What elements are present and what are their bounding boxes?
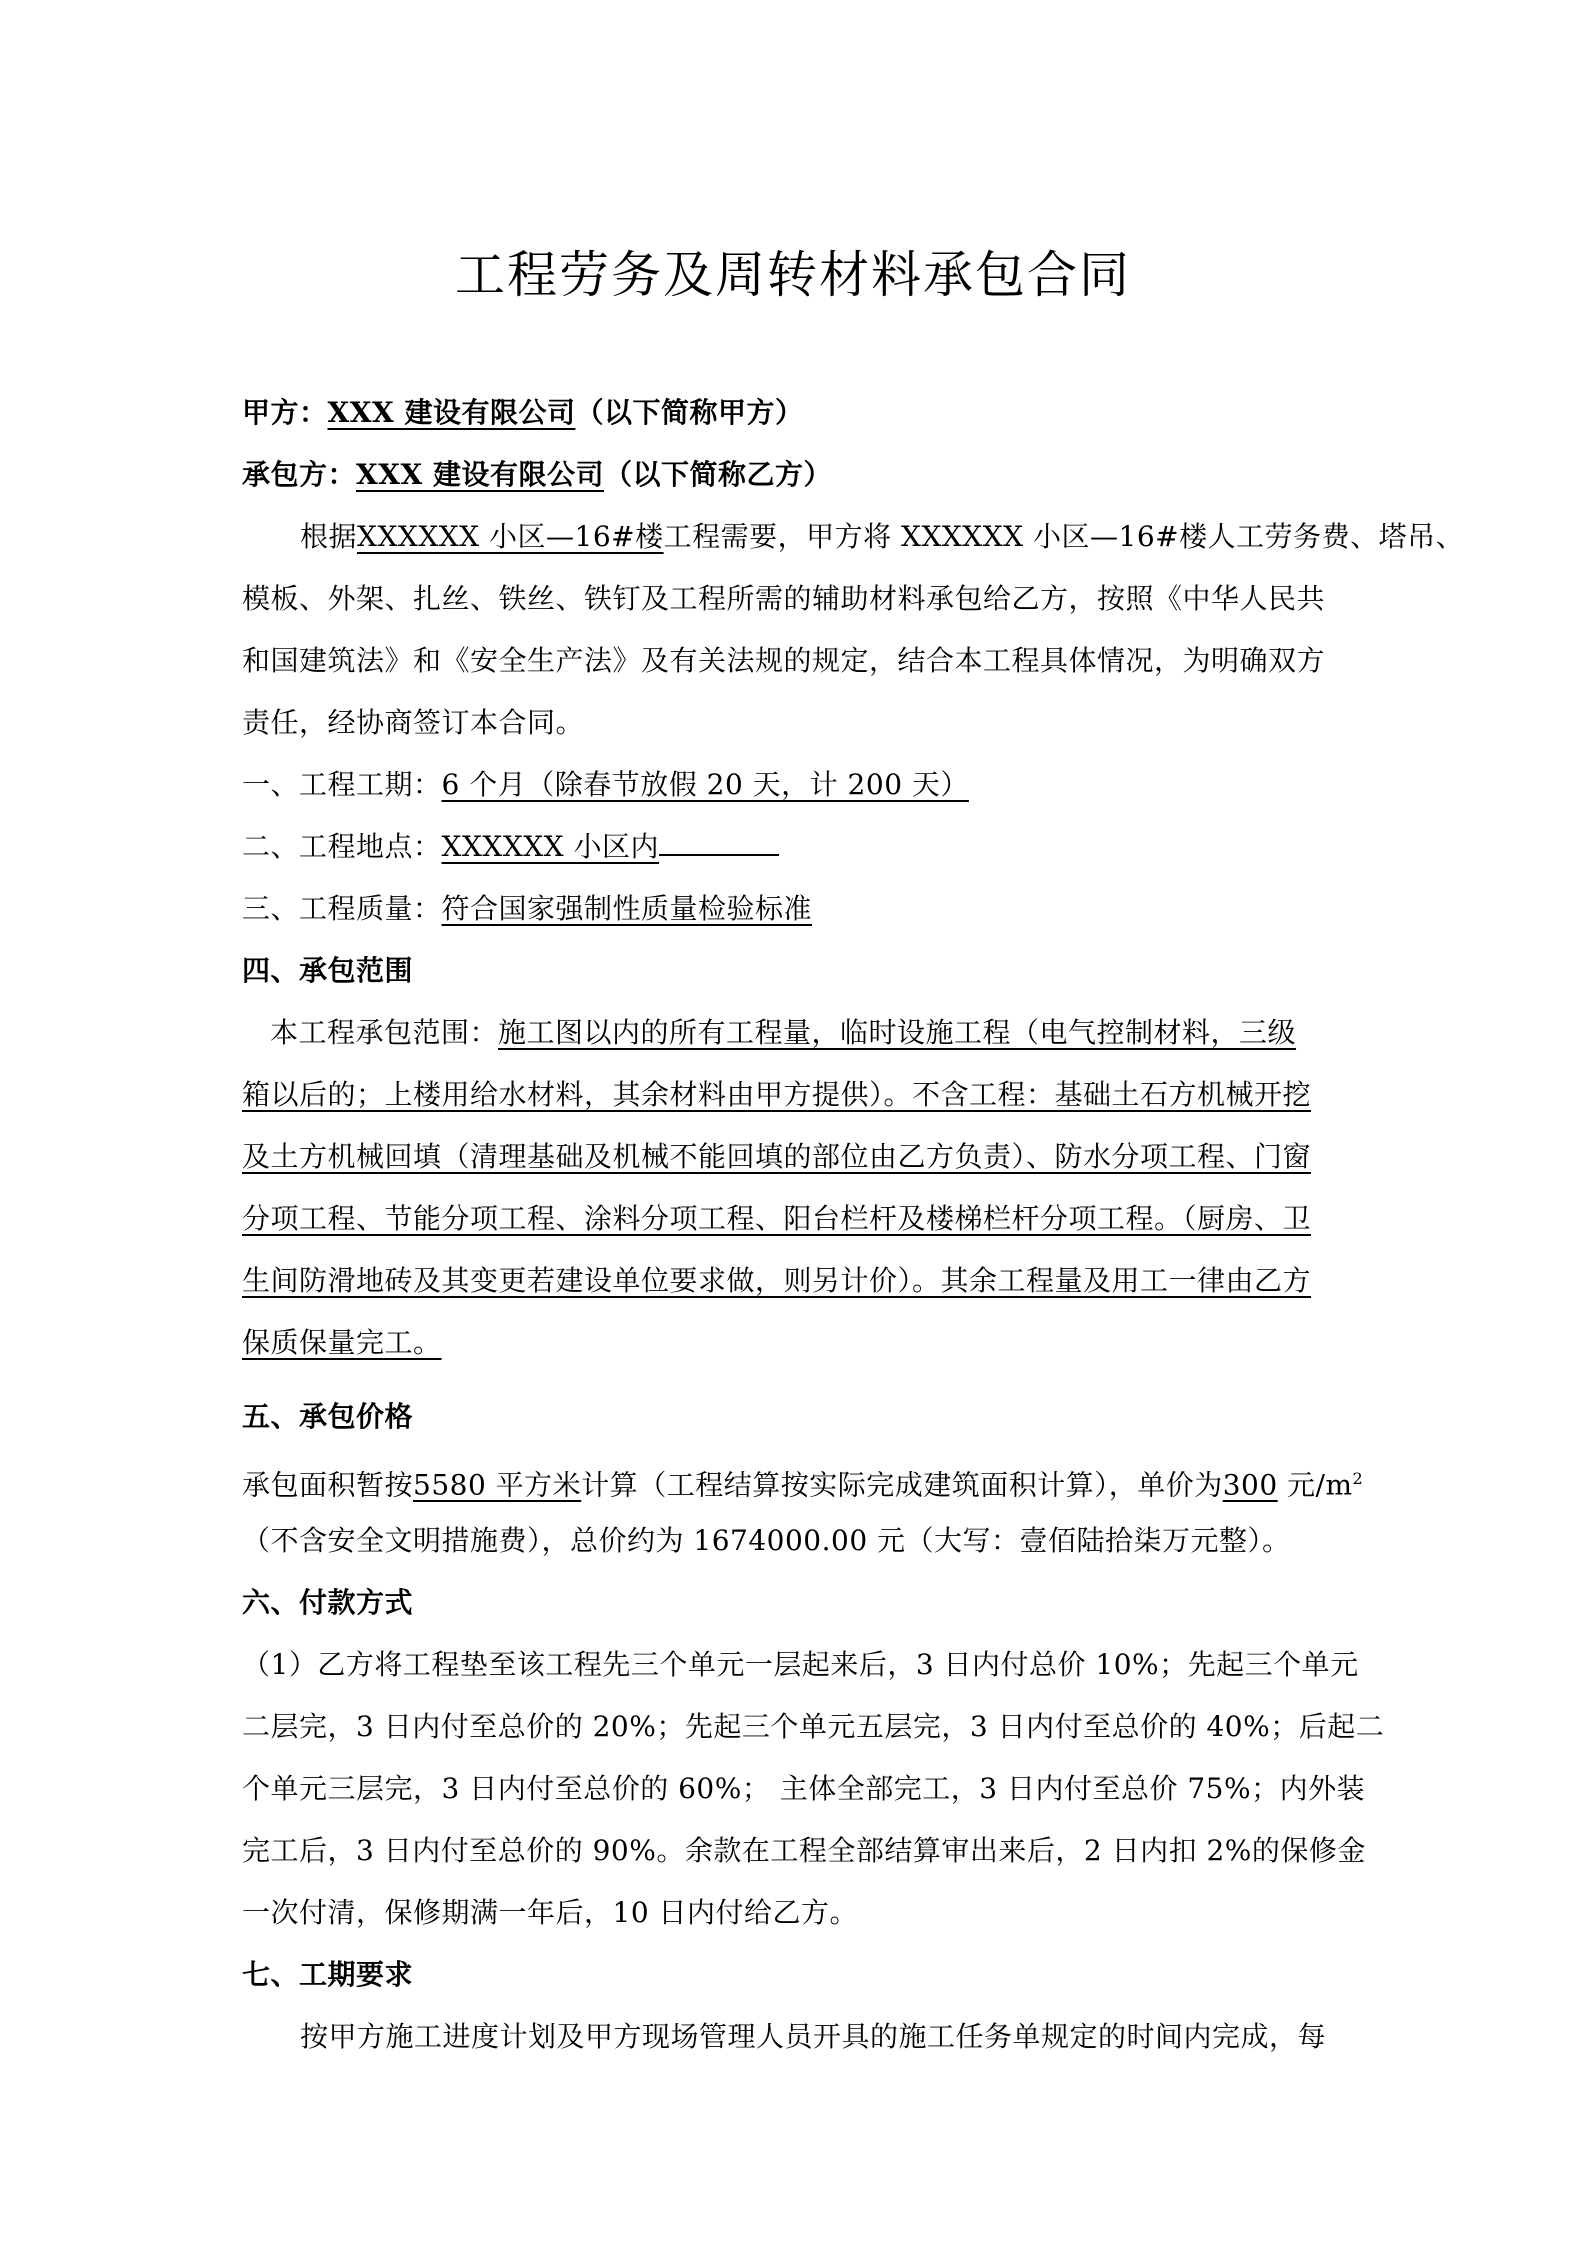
party-b-label: 承包方： [242,458,357,491]
payment-line-5: 一次付清，保修期满一年后，10 日内付给乙方。 [242,1896,859,1929]
scope-line-6: 保质保量完工。 [242,1326,442,1359]
scope-line-4: 分项工程、节能分项工程、涂料分项工程、阳台栏杆及楼梯栏杆分项工程。（厨房、卫 [242,1202,1312,1235]
price-line-2: （不含安全文明措施费），总价约为 1674000.00 元（大写：壹佰陆拾柒万元整）。 [242,1524,1291,1557]
section-4-heading: 四、承包范围 [242,954,414,987]
intro-line-1 [300,517,1465,557]
intro-rest: 工程需要，甲方将 XXXXXX 小区—16#楼人工劳务费、塔吊、 [663,520,1465,553]
schedule-line-1: 按甲方施工进度计划及甲方现场管理人员开具的施工任务单规定的时间内完成，每 [300,2020,1327,2053]
payment-line-3: 个单元三层完，3 日内付至总价的 60%； 主体全部完工，3 日内付至总价 75%；内外装 [242,1772,1366,1805]
party-a-label: 甲方： [242,396,328,429]
party-a-suffix: （以下简称甲方） [575,396,804,429]
price-text-a: 承包面积暂按 [242,1468,414,1502]
party-b-suffix: （以下简称乙方） [603,458,832,491]
party-a-name: XXX 建设有限公司 [327,396,576,429]
scope-line-2: 箱以后的；上楼用给水材料，其余材料由甲方提供）。不含工程：基础土石方机械开挖 [242,1078,1312,1111]
scope-line-3: 及土方机械回填（清理基础及机械不能回填的部位由乙方负责）、防水分项工程、门窗 [242,1140,1312,1173]
location-value: XXXXXX 小区内 [441,830,660,863]
payment-line-4: 完工后，3 日内付至总价的 90%。余款在工程全部结算审出来后，2 日内扣 2%的保修金 [242,1834,1366,1867]
party-b-name: XXX 建设有限公司 [356,458,604,491]
section-6-heading: 六、付款方式 [242,1586,414,1619]
section-1-duration [242,765,1352,805]
intro-prefix: 根据 [300,520,358,553]
scope-rest: 施工图以内的所有工程量，临时设施工程（电气控制材料，三级 [498,1016,1297,1049]
price-unit-value: 300 [1222,1468,1278,1502]
price-unit: 元/m [1277,1468,1353,1502]
quality-label: 三、工程质量： [242,892,442,925]
quality-value: 符合国家强制性质量检验标准 [441,892,813,925]
duration-value: 6 个月（除春节放假 20 天，计 200 天） [441,768,969,801]
section-5-heading: 五、承包价格 [242,1400,414,1433]
section-7-heading: 七、工期要求 [242,1958,414,1991]
payment-line-2: 二层完，3 日内付至总价的 20%；先起三个单元五层完，3 日内付至总价的 40%；后起二 [242,1710,1385,1743]
duration-label: 一、工程工期： [242,768,442,801]
scope-prefix: 本工程承包范围： [270,1016,499,1049]
scope-line-5: 生间防滑地砖及其变更若建设单位要求做，则另计价）。其余工程量及用工一律由乙方 [242,1264,1312,1297]
intro-line-3: 和国建筑法》和《安全生产法》及有关法规的规定，结合本工程具体情况，为明确双方 [242,644,1326,677]
price-area: 5580 平方米 [413,1468,582,1502]
party-b-line [242,455,1352,495]
section-2-location [242,827,1352,867]
price-text-b: 计算（工程结算按实际完成建筑面积计算），单价为 [581,1468,1223,1502]
party-a-line [242,393,1352,433]
intro-project: XXXXXX 小区—16#楼 [357,520,664,553]
section-3-quality [242,889,1352,929]
location-blank [659,853,779,856]
location-label: 二、工程地点： [242,830,442,863]
document-title: 工程劳务及周转材料承包合同 [455,246,1131,304]
intro-line-4: 责任，经协商签订本合同。 [242,706,585,739]
price-unit-sup: 2 [1352,1469,1364,1488]
intro-line-2: 模板、外架、扎丝、铁丝、铁钉及工程所需的辅助材料承包给乙方，按照《中华人民共 [242,582,1326,615]
payment-line-1: （1）乙方将工程垫至该工程先三个单元一层起来后，3 日内付总价 10%；先起三个单元 [242,1648,1359,1681]
scope-line-1 [270,1013,1380,1053]
price-line-1 [242,1459,1364,1505]
